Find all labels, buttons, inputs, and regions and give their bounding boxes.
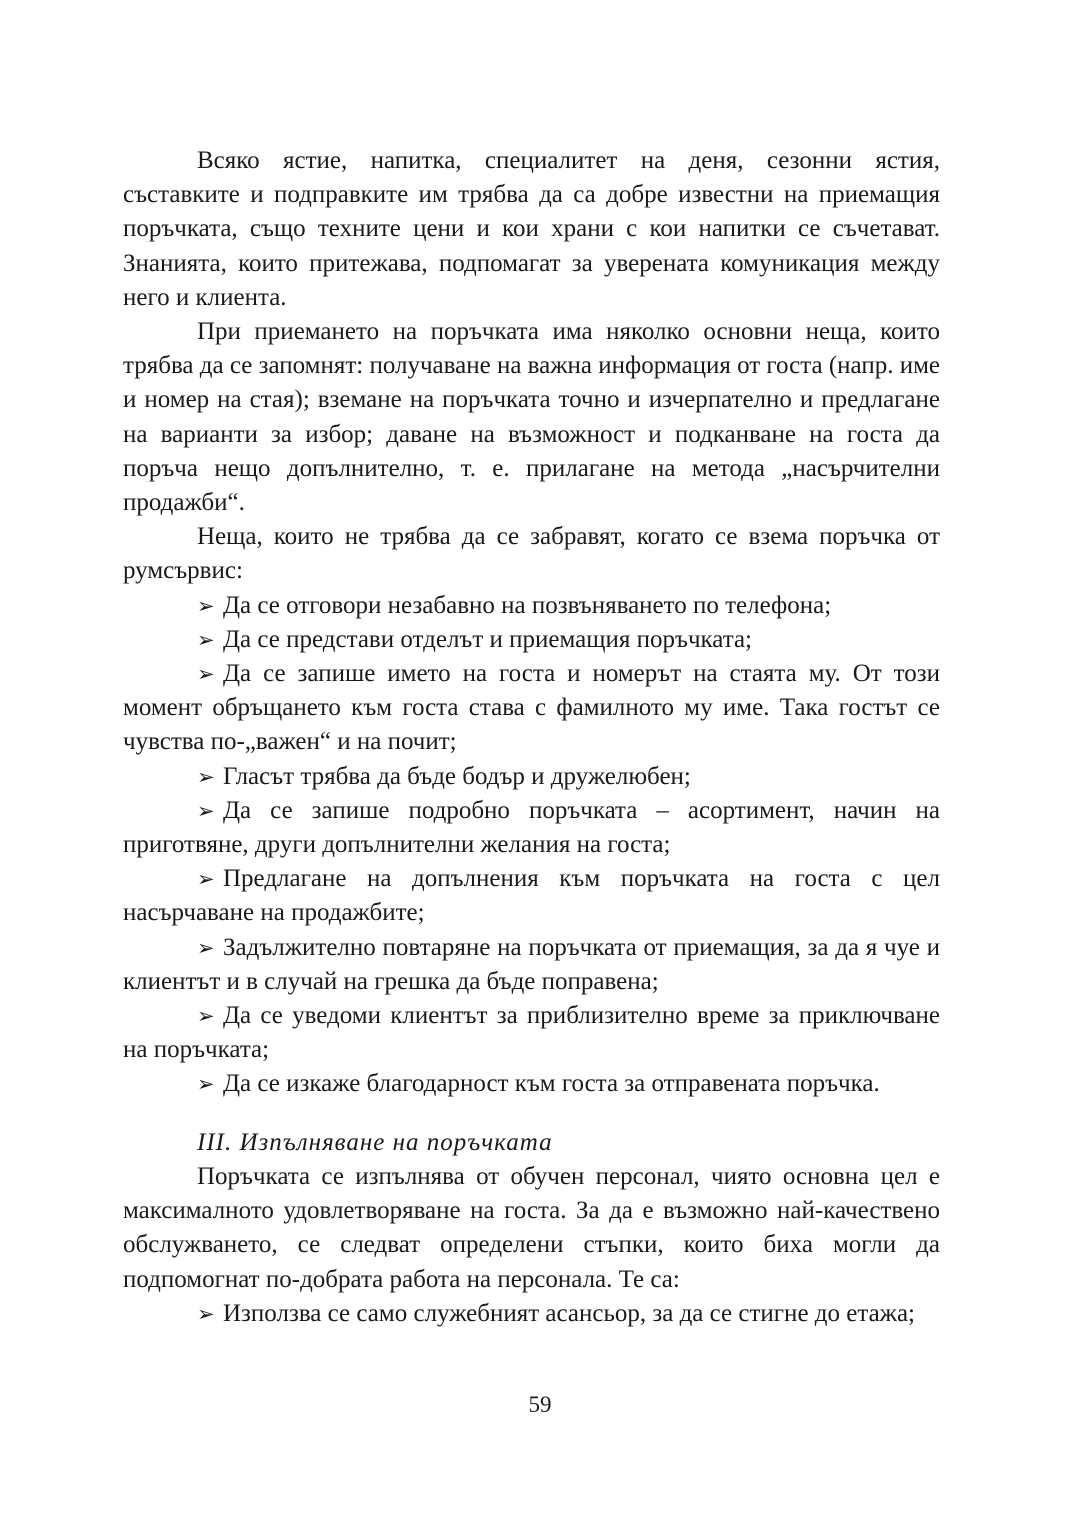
section-heading: III. Изпълняване на поръчката xyxy=(197,1128,553,1156)
list-item xyxy=(123,1297,940,1331)
arrow-bullet-icon: ➢ xyxy=(197,593,215,618)
arrow-bullet-icon: ➢ xyxy=(197,867,215,892)
list-item-text: Да се уведоми клиентът за приблизително време за приключване на поръчката; xyxy=(123,1002,940,1064)
list-item-text: Да се представи отделът и приемащия поръчката; xyxy=(223,625,753,653)
list-item-text: Предлагане на допълнения към поръчката на госта с цел насърчаване на продажбите; xyxy=(123,865,940,927)
arrow-bullet-icon: ➢ xyxy=(197,764,215,789)
list-item xyxy=(123,862,940,930)
arrow-bullet-icon: ➢ xyxy=(197,1004,215,1029)
page-number: 59 xyxy=(528,1392,552,1417)
list-item-text: Да се изкаже благодарност към госта за отправената поръчка. xyxy=(223,1070,880,1098)
page-body xyxy=(123,144,940,1331)
paragraph-ingredients: Всяко ястие, напитка, специалитет на деня, сезонни ястия, съставките и подправките им трябва да са добре известни на приемащия поръчката, също техните цени и кои храни с кои напитки се съчетават. Знанията, които притежава, подпомагат за уверената комуникация между него и клиента. xyxy=(123,147,940,311)
arrow-bullet-icon: ➢ xyxy=(197,935,215,960)
list-item-text: Да се отговори незабавно на позвъняването по телефона; xyxy=(223,591,832,619)
list-item xyxy=(123,999,940,1067)
list-item xyxy=(123,623,940,657)
list-item xyxy=(123,589,940,623)
arrow-bullet-icon: ➢ xyxy=(197,1072,215,1097)
list-item xyxy=(123,794,940,862)
list-item-text: Гласът трябва да бъде бодър и дружелюбен; xyxy=(223,762,691,790)
list-item xyxy=(123,1067,940,1101)
list-item-text: Задължително повтаряне на поръчката от приемащия, за да я чуе и клиентът и в случай на грешка да бъде поправена; xyxy=(123,933,940,995)
arrow-bullet-icon: ➢ xyxy=(197,1301,215,1326)
paragraph-room-service-intro: Неща, които не трябва да се забравят, когато се взема поръчка от румсървис: xyxy=(123,523,940,585)
list-item xyxy=(123,657,940,760)
paragraph-order-execution: Поръчката се изпълнява от обучен персонал, чиято основна цел е максималното удовлетворяване на госта. За да е възможно най-качествено обслужването, се следват определени стъпки, които биха могли да подпомогнат по-добрата работа на персонала. Те са: xyxy=(123,1162,940,1293)
list-item xyxy=(123,760,940,794)
list-item xyxy=(123,931,940,999)
list-item-text: Да се запише подробно поръчката – асортимент, начин на приготвяне, други допълнителни желания на госта; xyxy=(123,796,940,859)
paragraph-order-taking: При приемането на поръчката има няколко основни неща, които трябва да се запомнят: получаване на важна информация от госта (напр. име и номер на стая); вземане на поръчката точно и изчерпателно и предлагане на варианти за избор; даване на възможност и подканване на госта да поръча нещо допълнително, т. е. прилагане на метода „насърчителни продажби“. xyxy=(123,318,940,517)
arrow-bullet-icon: ➢ xyxy=(197,798,215,823)
arrow-bullet-icon: ➢ xyxy=(197,627,215,652)
list-item-text: Да се запише името на госта и номерът на стаята му. От този момент обръщането към госта става с фамилното му име. Така гостът се чувства по-„важен“ и на почит; xyxy=(123,660,940,756)
list-item-text: Използва се само служебният асансьор, за да се стигне до етажа; xyxy=(223,1299,915,1327)
arrow-bullet-icon: ➢ xyxy=(197,662,215,687)
